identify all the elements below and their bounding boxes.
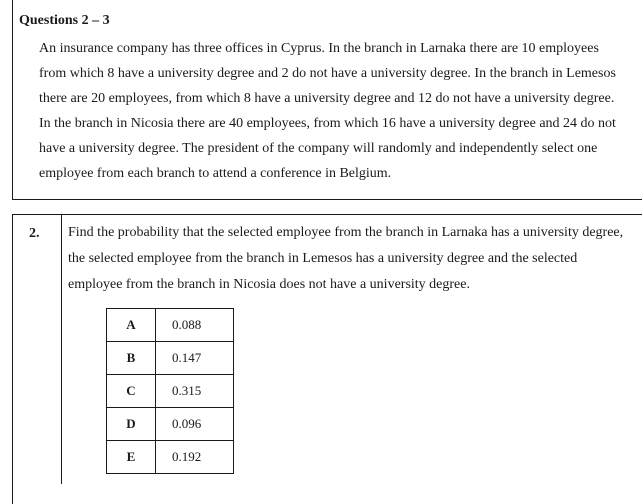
answer-option-row[interactable]	[107, 441, 234, 474]
option-value: 0.192	[156, 441, 234, 474]
intro-line: have a university degree. The president of the company will randomly and independently select one	[39, 141, 598, 156]
question-line: the selected employee from the branch in Lemesos has a university degree and the selected	[68, 251, 578, 266]
question-line: employee from the branch in Nicosia does not have a university degree.	[68, 277, 470, 292]
answer-option-row[interactable]	[107, 375, 234, 408]
option-value: 0.315	[156, 375, 234, 408]
intro-line: employee from each branch to attend a conference in Belgium.	[39, 166, 392, 181]
intro-line: In the branch in Nicosia there are 40 employees, from which 16 have a university degree and 24 do not	[39, 116, 616, 131]
question-number: 2.	[29, 226, 40, 241]
option-letter: B	[107, 342, 156, 375]
question-divider	[61, 214, 62, 484]
option-value: 0.147	[156, 342, 234, 375]
intro-line: from which 8 have a university degree and 2 do not have a university degree. In the branch in Lemesos	[39, 66, 616, 81]
intro-paragraph	[39, 36, 642, 186]
option-value: 0.088	[156, 309, 234, 342]
option-letter: E	[107, 441, 156, 474]
answer-option-row[interactable]	[107, 408, 234, 441]
option-letter: C	[107, 375, 156, 408]
option-letter: A	[107, 309, 156, 342]
option-value: 0.096	[156, 408, 234, 441]
intro-line: An insurance company has three offices in Cyprus. In the branch in Larnaka there are 10 employees	[39, 41, 599, 56]
answer-options-table	[106, 308, 234, 474]
answer-option-row[interactable]	[107, 309, 234, 342]
answer-option-row[interactable]	[107, 342, 234, 375]
question-line: Find the probability that the selected employee from the branch in Larnaka has a university degree,	[68, 225, 624, 240]
option-letter: D	[107, 408, 156, 441]
section-title: Questions 2 – 3	[19, 13, 110, 28]
intro-line: there are 20 employees, from which 8 have a university degree and 12 do not have a university degree.	[39, 91, 615, 106]
question-text	[68, 220, 642, 298]
